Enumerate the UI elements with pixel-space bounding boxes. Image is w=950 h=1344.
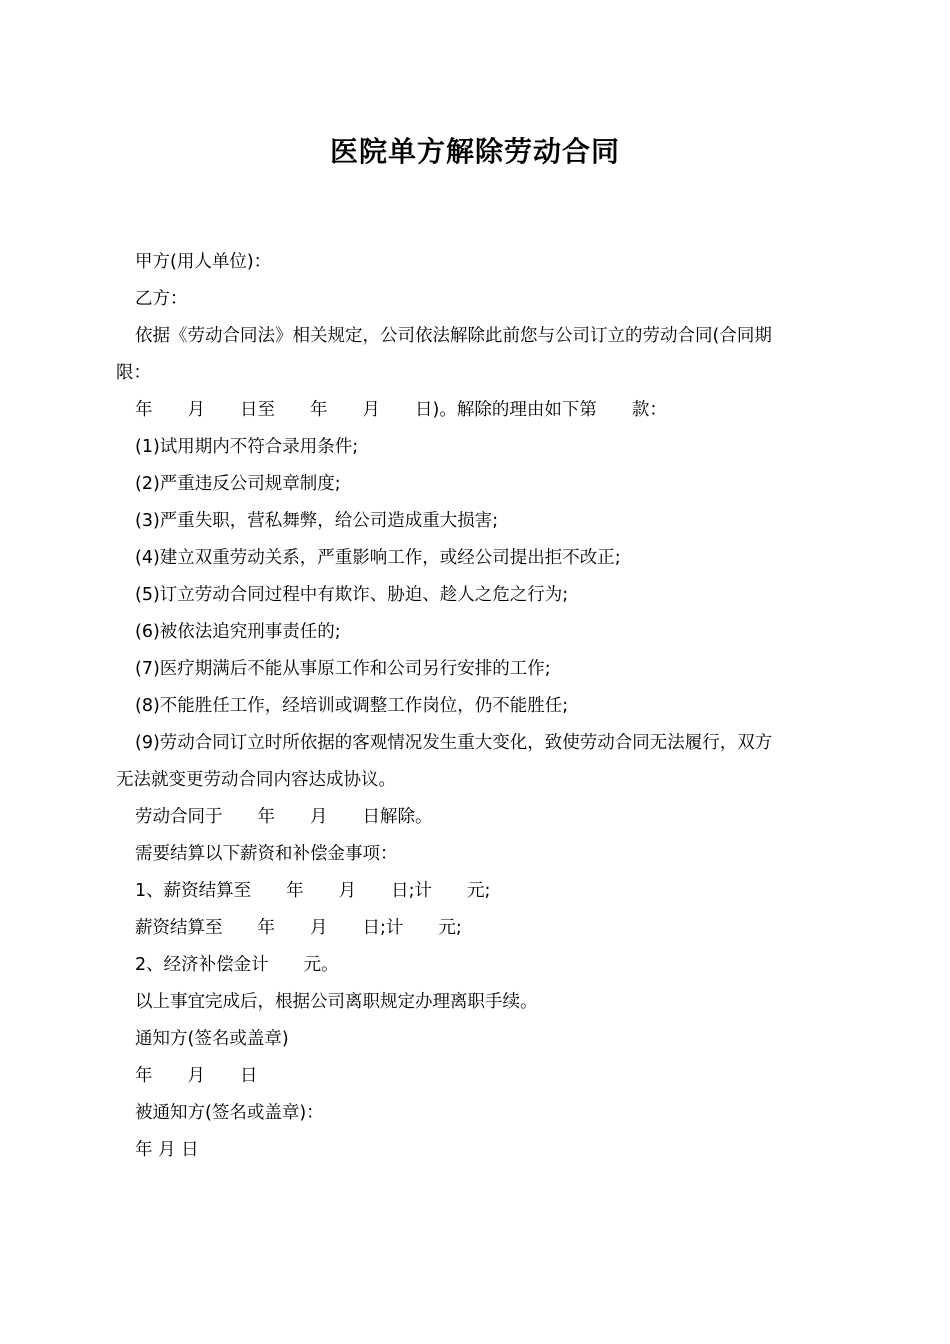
document-title: 医院单方解除劳动合同 — [329, 135, 620, 168]
notifier-date-line: 年 月 日 — [135, 1066, 258, 1086]
reason-item-9-line-1: (9)劳动合同订立时所依据的客观情况发生重大变化，致使劳动合同无法履行，双方 — [135, 733, 773, 753]
salary-settlement-line-2: 薪资结算至 年 月 日;计 元; — [135, 918, 462, 938]
notifier-signature-line: 通知方(签名或盖章) — [135, 1029, 289, 1049]
procedure-line: 以上事宜完成后，根据公司离职规定办理离职手续。 — [135, 992, 538, 1012]
reason-item-7: (7)医疗期满后不能从事原工作和公司另行安排的工作; — [135, 659, 551, 679]
basis-paragraph-line-1: 依据《劳动合同法》相关规定，公司依法解除此前您与公司订立的劳动合同(合同期 — [135, 326, 772, 346]
basis-paragraph-line-2: 限： — [116, 363, 151, 383]
reason-item-5: (5)订立劳动合同过程中有欺诈、胁迫、趁人之危之行为; — [135, 585, 569, 605]
termination-date-line: 劳动合同于 年 月 日解除。 — [135, 807, 433, 827]
reason-item-3: (3)严重失职，营私舞弊，给公司造成重大损害; — [135, 511, 499, 531]
salary-settlement-line-1: 1、薪资结算至 年 月 日;计 元; — [135, 881, 491, 901]
contract-period-line: 年 月 日至 年 月 日)。解除的理由如下第 款： — [135, 400, 667, 420]
settlement-heading: 需要结算以下薪资和补偿金事项： — [135, 844, 398, 864]
reason-item-1: (1)试用期内不符合录用条件; — [135, 437, 359, 457]
reason-item-6: (6)被依法追究刑事责任的; — [135, 622, 341, 642]
compensation-line: 2、经济补偿金计 元。 — [135, 955, 339, 975]
reason-item-4: (4)建立双重劳动关系，严重影响工作，或经公司提出拒不改正; — [135, 548, 621, 568]
notified-date-line: 年 月 日 — [135, 1140, 199, 1160]
party-a-line: 甲方(用人单位)： — [135, 252, 272, 272]
notified-signature-line: 被通知方(签名或盖章)： — [135, 1103, 324, 1123]
party-b-line: 乙方： — [135, 289, 188, 309]
reason-item-9-line-2: 无法就变更劳动合同内容达成协议。 — [116, 770, 396, 790]
reason-item-8: (8)不能胜任工作，经培训或调整工作岗位，仍不能胜任; — [135, 696, 569, 716]
reason-item-2: (2)严重违反公司规章制度; — [135, 474, 341, 494]
